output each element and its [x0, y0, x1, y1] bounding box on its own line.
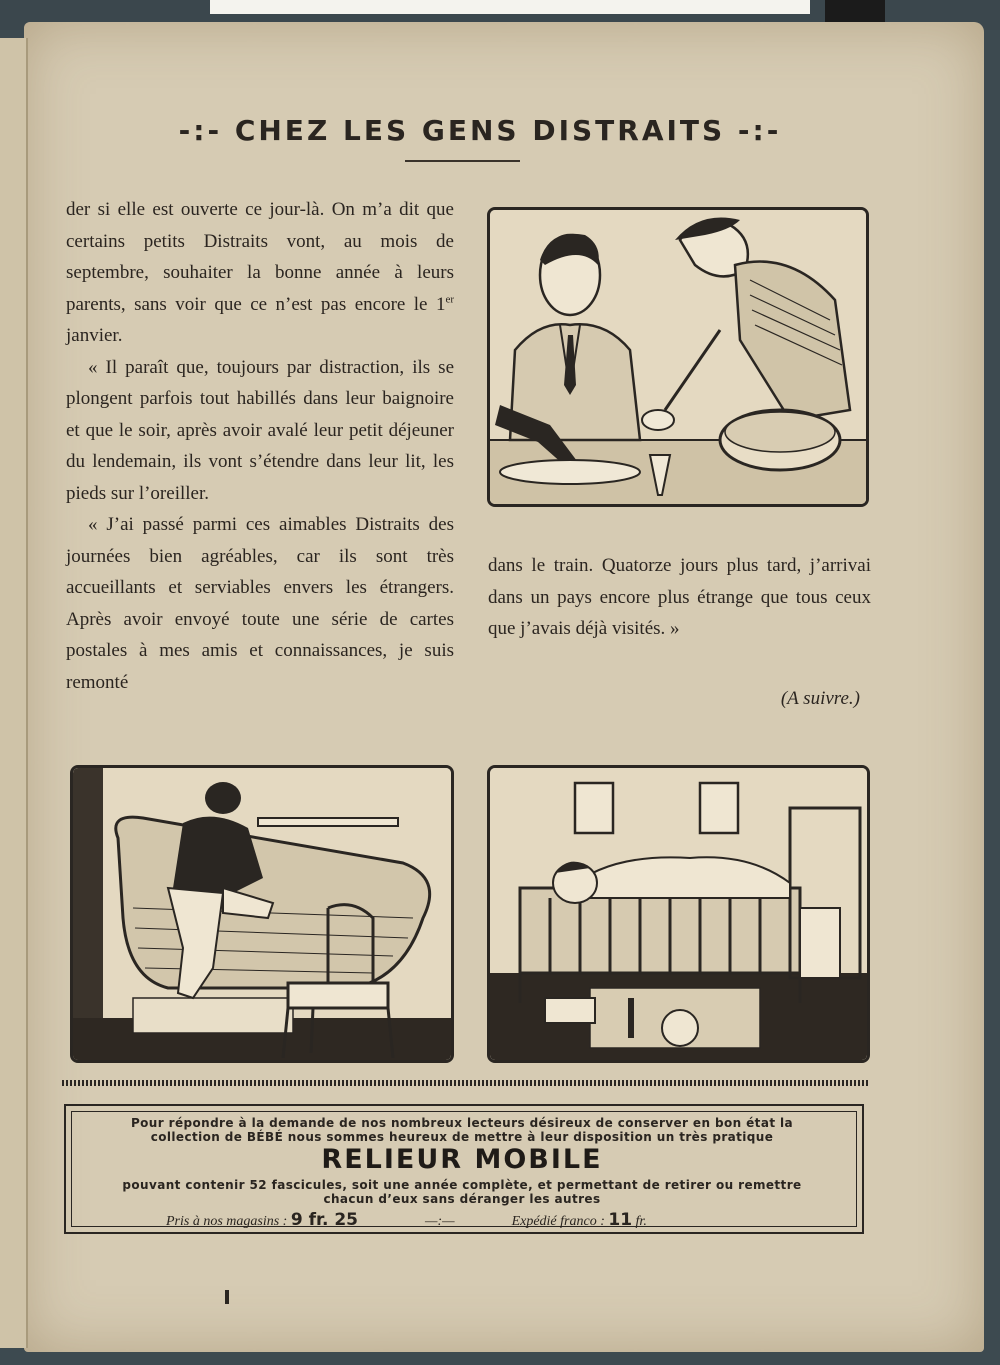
ad-line-3: pouvant contenir 52 fascicules, soit une année complète, et permettant de retirer ou remettre — [122, 1178, 802, 1192]
illustration-dinner — [487, 207, 869, 507]
ad-line-4: chacun d’eux sans déranger les autres — [323, 1192, 601, 1206]
ad-line-2: collection de BÉBÉ nous sommes heureux de mettre à leur disposition un très pratique — [150, 1130, 774, 1144]
ad-price-line — [166, 1210, 826, 1230]
paragraph-2: « Il paraît que, toujours par distraction, ils se plongent parfois tout habillés dans leur baignoire et que le soir, après avoir avalé leur petit déjeuner du lendemain, ils vont s’étendre dans leur lit, les pieds sur l’oreiller. — [66, 356, 454, 504]
to-be-continued: (A suivre.) — [780, 688, 860, 709]
illustration-bathtub — [70, 765, 454, 1063]
price-store-value: 9 fr. 25 — [290, 1210, 358, 1230]
ad-headline: RELIEUR MOBILE — [321, 1144, 603, 1175]
left-text-column — [66, 194, 454, 698]
price-store-label: Pris à nos magasins : — [166, 1214, 288, 1229]
price-post-value: 11 — [608, 1210, 633, 1230]
paragraph-1: der si elle est ouverte ce jour-là. On m’a dit que certains petits Distraits vont, au mois de septembre, souhaiter la bonne année à leurs parents, sans voir que ce n’est pas encore le 1er janvier. — [66, 199, 454, 346]
ink-mark — [225, 1290, 229, 1304]
dotted-divider — [62, 1080, 868, 1086]
price-post-unit: fr. — [635, 1214, 647, 1229]
scan-card-edge — [210, 0, 810, 14]
advertisement-box — [64, 1104, 864, 1234]
facing-page-edge — [0, 38, 28, 1348]
paragraph-4: dans le train. Quatorze jours plus tard, j’arrivai dans un pays encore plus étrange que tous ceux que j’avais déjà visités. » — [488, 555, 871, 639]
paragraph-3: « J’ai passé parmi ces aimables Distraits des journées bien agréables, car ils sont très accueillants et serviables envers les étrangers. Après avoir envoyé toute une série de cartes postales à mes amis et connaissances, je suis remonté — [66, 514, 454, 693]
page-title: -:- CHEZ LES GENS DISTRAITS -:- — [178, 114, 782, 147]
illustration-bed — [487, 765, 870, 1063]
price-separator: —:— — [425, 1214, 455, 1229]
price-post-label: Expédié franco : — [511, 1214, 605, 1229]
right-text-column — [488, 550, 871, 645]
superscript: er — [445, 293, 454, 306]
title-underline — [405, 160, 520, 162]
ad-line-1: Pour répondre à la demande de nos nombreux lecteurs désireux de conserver en bon état la — [130, 1116, 794, 1130]
